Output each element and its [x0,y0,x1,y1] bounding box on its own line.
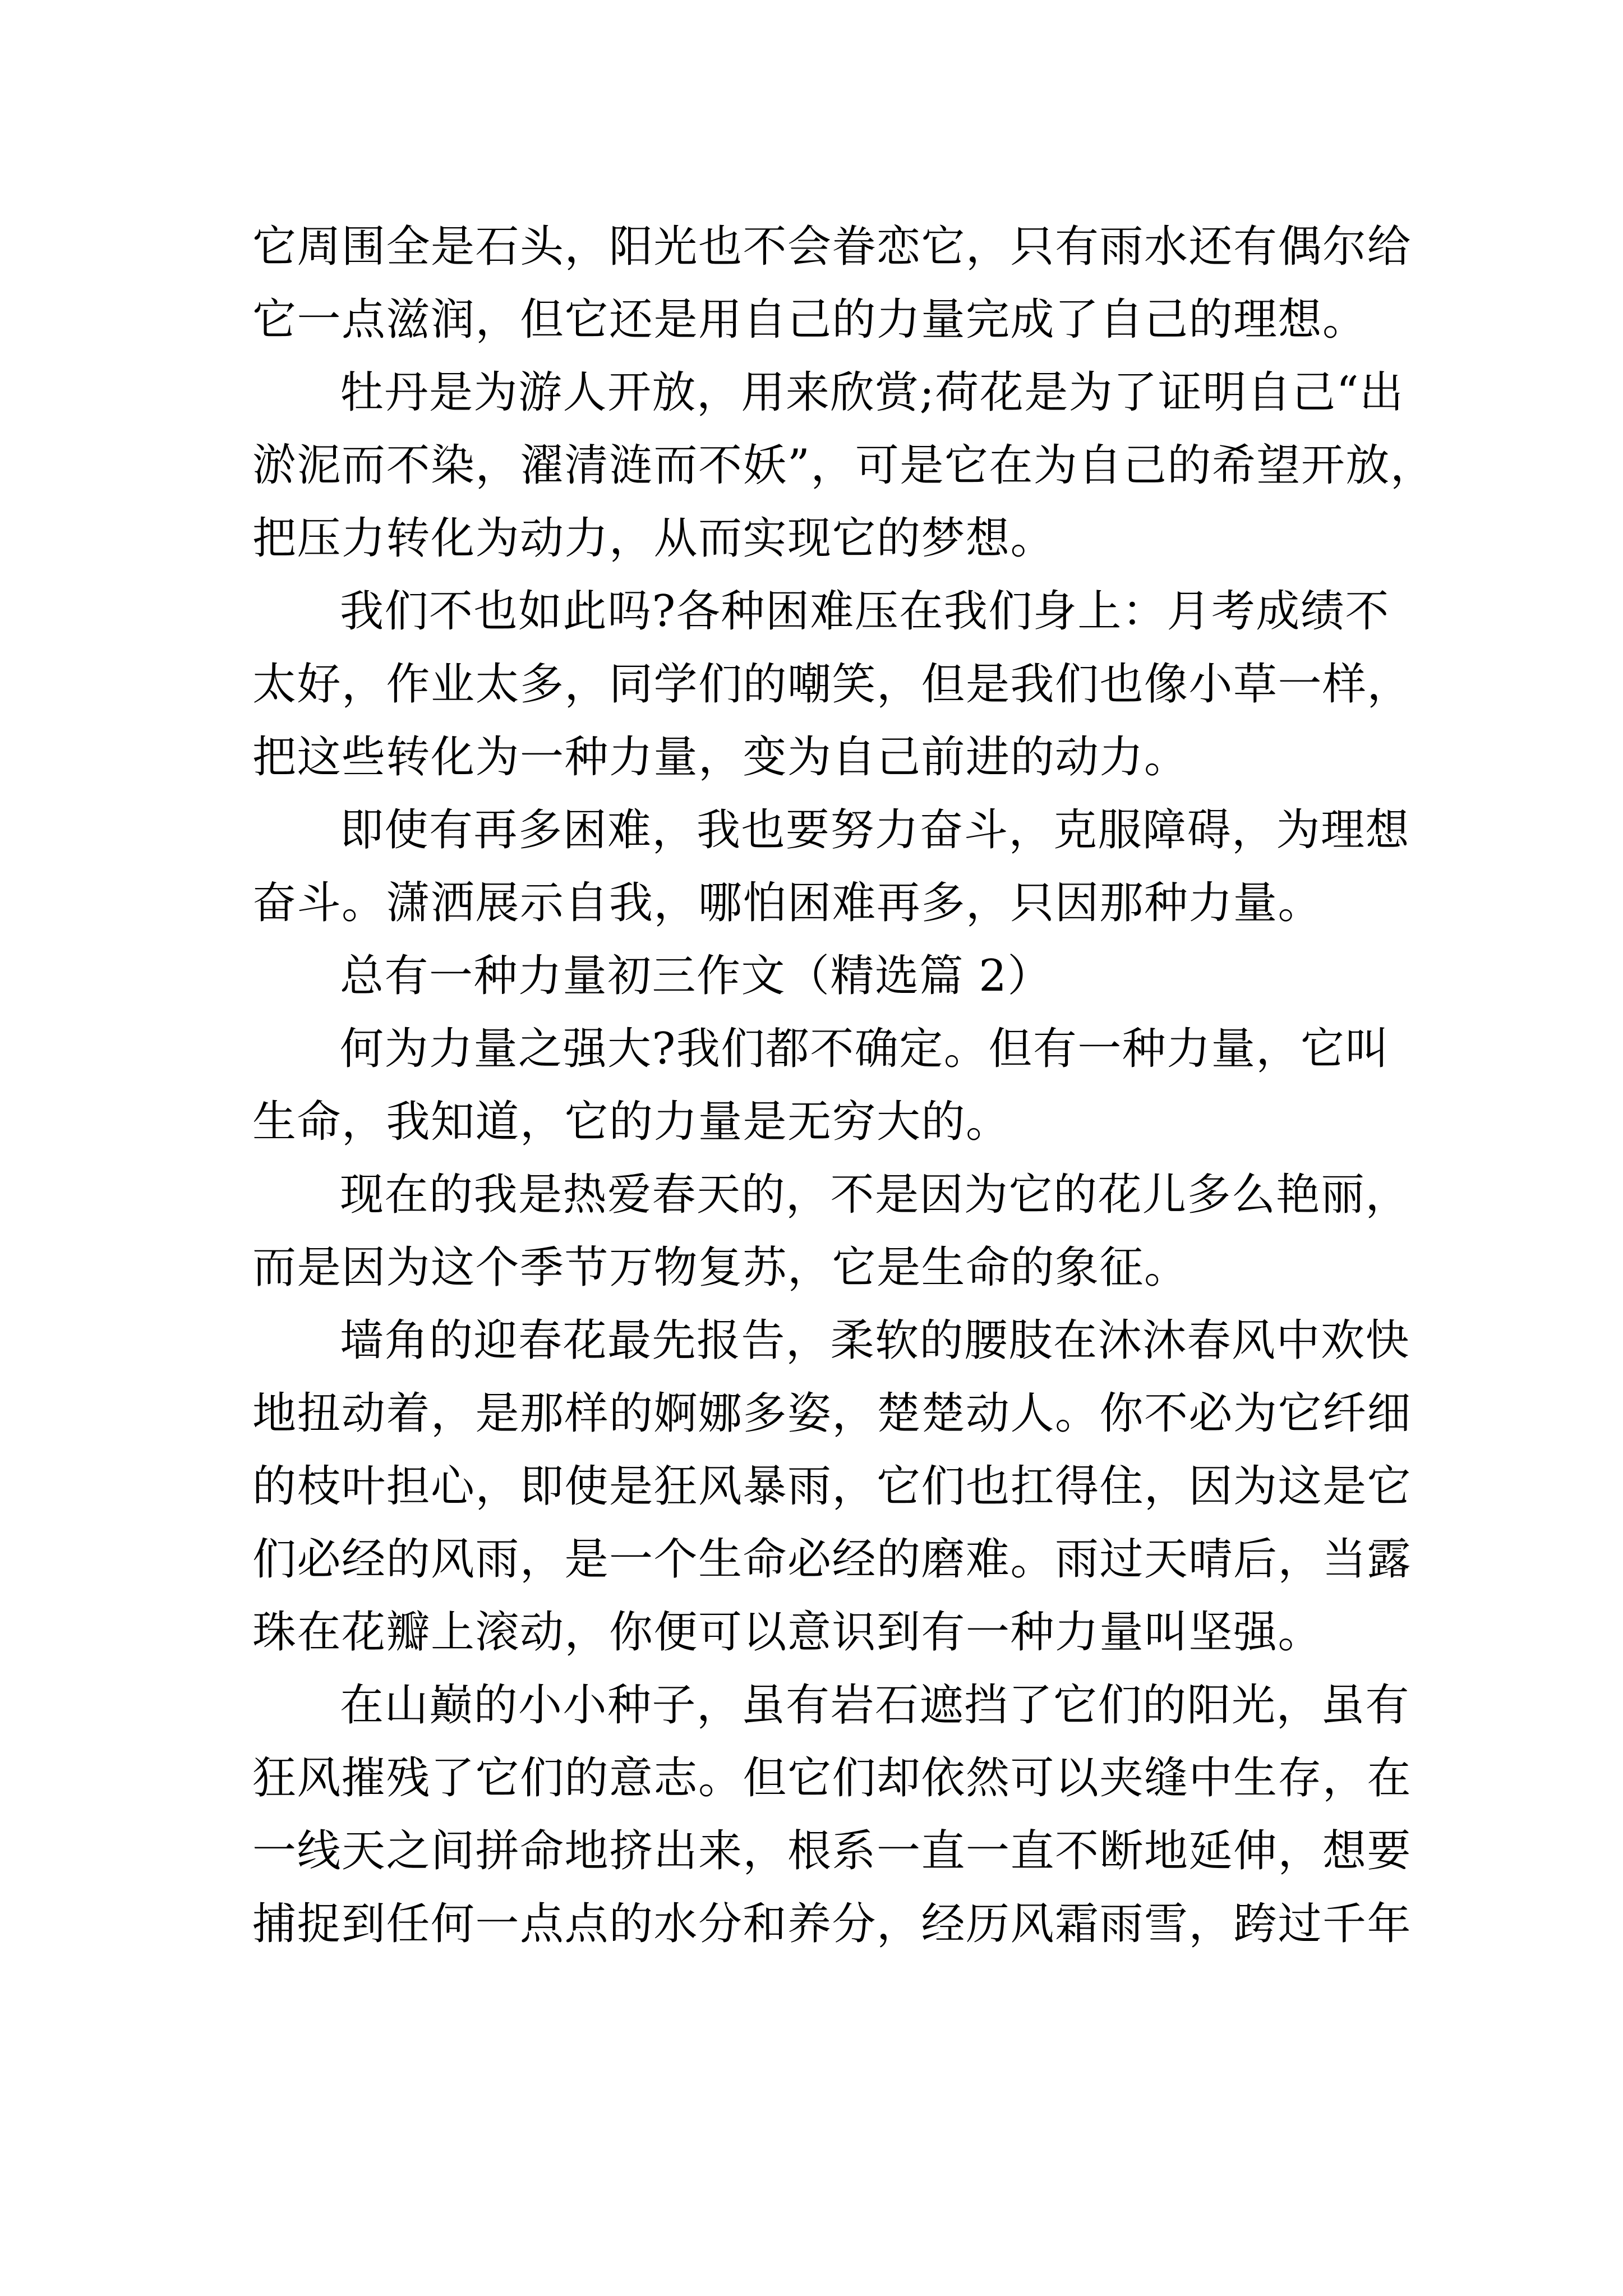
paragraph-line: 在山巅的小小种子，虽有岩石遮挡了它们的阳光，虽有 [340,1680,1410,1731]
paragraph-line: 何为力量之强大?我们都不确定。但有一种力量，它叫 [340,1024,1390,1074]
paragraph-line: 捕捉到任何一点点的水分和养分，经历风霜雨雪，跨过千年 [252,1899,1412,1949]
paragraph-line: 而是因为这个季节万物复苏，它是生命的象征。 [252,1243,1189,1293]
paragraph-line: 它周围全是石头，阳光也不会眷恋它，只有雨水还有偶尔给 [252,222,1412,272]
paragraph-line: 现在的我是热爱春天的，不是因为它的花儿多么艳丽， [340,1170,1410,1220]
paragraph-line: 墙角的迎春花最先报告，柔软的腰肢在沐沐春风中欢快 [340,1315,1410,1366]
paragraph-line: 狂风摧残了它们的意志。但它们却依然可以夹缝中生存，在 [252,1753,1412,1803]
paragraph-line: 一线天之间拼命地挤出来，根系一直一直不断地延伸，想要 [252,1826,1412,1876]
paragraph-line: 太好，作业太多，同学们的嘲笑，但是我们也像小草一样， [252,659,1412,710]
paragraph-line: 我们不也如此吗?各种困难压在我们身上：月考成绩不 [340,586,1390,637]
paragraph-line: 地扭动着，是那样的婀娜多姿，楚楚动人。你不必为它纤细 [252,1388,1412,1439]
paragraph-line: 奋斗。潇洒展示自我，哪怕困难再多，只因那种力量。 [252,878,1323,928]
paragraph-line: 珠在花瓣上滚动，你便可以意识到有一种力量叫坚强。 [252,1607,1323,1658]
paragraph-line: 们必经的风雨，是一个生命必经的磨难。雨过天晴后，当露 [252,1534,1412,1585]
paragraph-line: 把这些转化为一种力量，变为自己前进的动力。 [252,732,1189,783]
paragraph-line: 把压力转化为动力，从而实现它的梦想。 [252,513,1055,564]
paragraph-line: 的枝叶担心，即使是狂风暴雨，它们也扛得住，因为这是它 [252,1461,1412,1512]
section-heading: 总有一种力量初三作文（精选篇 2） [340,951,1052,1001]
paragraph-line: 淤泥而不染，濯清涟而不妖”，可是它在为自己的希望开放， [252,440,1435,491]
paragraph-line: 牡丹是为游人开放，用来欣赏;荷花是为了证明自己“出 [340,367,1404,418]
paragraph-line: 它一点滋润，但它还是用自己的力量完成了自己的理想。 [252,295,1367,345]
paragraph-line: 即使有再多困难，我也要努力奋斗，克服障碍，为理想 [340,805,1410,855]
paragraph-line: 生命，我知道，它的力量是无穷大的。 [252,1097,1011,1147]
